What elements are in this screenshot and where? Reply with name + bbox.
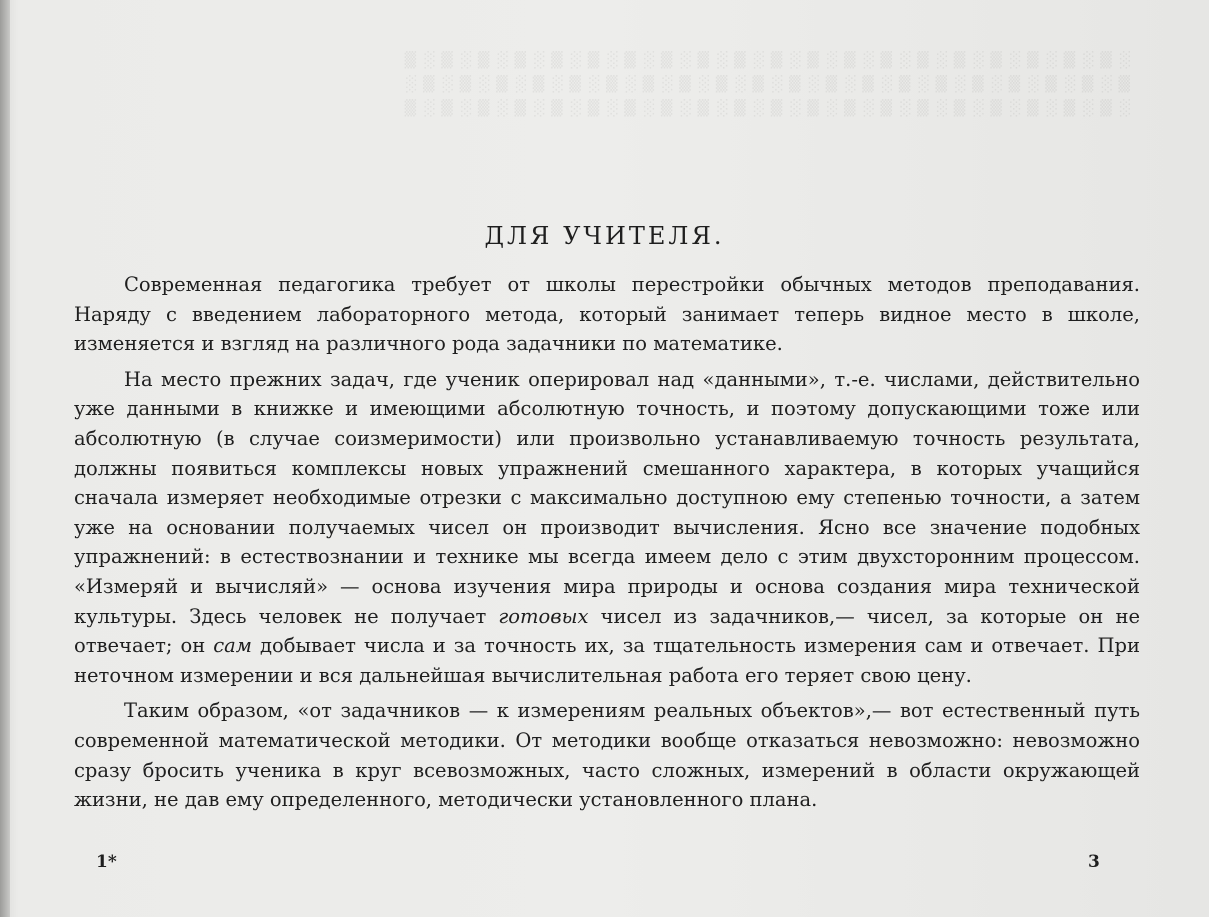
- text-run: На место прежних задач, где ученик оперировал над «данными», т.-е. числами, действительно уже данными в книжке и имеющими абсолютную точность, и поэтому допускающими тоже или абсолютную (в случае соизмеримости) или произвольно устанавливаемую точность результата, должны появиться комплексы новых упражнений смешанного характера, в которых учащийся сначала измеряет необходимые отрезки с максимально доступною ему степенью точности, а затем уже на основании получаемых чисел он производит вычисления. Ясно все значение подобных упражнений: в естествознании и технике мы всегда имеем дело с этим двухсторонним процессом. «Измеряй и вычисляй» — основа изучения мира природы и основа создания мира технической культуры. Здесь человек не получает: [74, 367, 1140, 628]
- italic-emphasis: готовых: [498, 604, 589, 628]
- show-through-texture: ░ ▒ ░ ▒ ░ ▒ ░ ▒ ░ ▒ ░ ▒ ░ ▒ ░ ▒ ░ ▒ ░ ▒ ░ ▒ ░ ▒ ░ ▒ ░ ▒ ░ ▒ ░ ▒ ░ ▒ ░ ▒ ░ ▒ ░ ▒ ▒ ░ ▒ ░ ▒ ░ ▒ ░ ▒ ░ ▒ ░ ▒ ░ ▒ ░ ▒ ░ ▒ ░ ▒ ░ ▒ ░ ▒ ░ ▒ ░ ▒ ░ ▒ ░ ▒ ░ ▒ ░ ▒ ░ ▒ ░ ░ ▒ ░ ▒ ░ ▒ ░ ▒ ░ ▒ ░ ▒ ░ ▒ ░ ▒ ░ ▒ ░ ▒ ░ ▒ ░ ▒ ░ ▒ ░ ▒ ░ ▒ ░ ▒ ░ ▒ ░ ▒ ░ ▒ ░ ▒: [403, 51, 1130, 117]
- paragraph: [74, 696, 1140, 814]
- book-spine-shadow: [0, 0, 10, 917]
- page-number: 3: [1088, 852, 1100, 872]
- page-heading: ДЛЯ УЧИТЕЛЯ.: [484, 222, 725, 250]
- body-text: [74, 270, 1140, 821]
- text-run: добывает числа и за точность их, за тщательность измерения сам и отвечает. При неточном измерении и вся дальнейшая вычислительная работа его теряет свою цену.: [74, 634, 1140, 687]
- signature-mark: 1*: [96, 852, 117, 872]
- text-run: чисел из задачников,— чисел, за которые он не отвечает; он: [74, 604, 1140, 658]
- italic-emphasis: сам: [213, 634, 252, 658]
- text-run: Таким образом, «от задачников — к измерениям реальных объектов»,— вот естественный путь современной математической методики. От методики вообще отказаться невозможно: невозможно сразу бросить ученика в круг всевозможных, часто сложных, измерений в области окружающей жизни, не дав ему определенного, методически установленного плана.: [74, 699, 1140, 812]
- paragraph: [74, 270, 1140, 359]
- paragraph: [74, 365, 1140, 691]
- text-run: Современная педагогика требует от школы перестройки обычных методов преподавания. Наряду с введением лабораторного метода, который занимает теперь видное место в школе, изменяется и взгляд на различного рода задачники по математике.: [74, 273, 1140, 356]
